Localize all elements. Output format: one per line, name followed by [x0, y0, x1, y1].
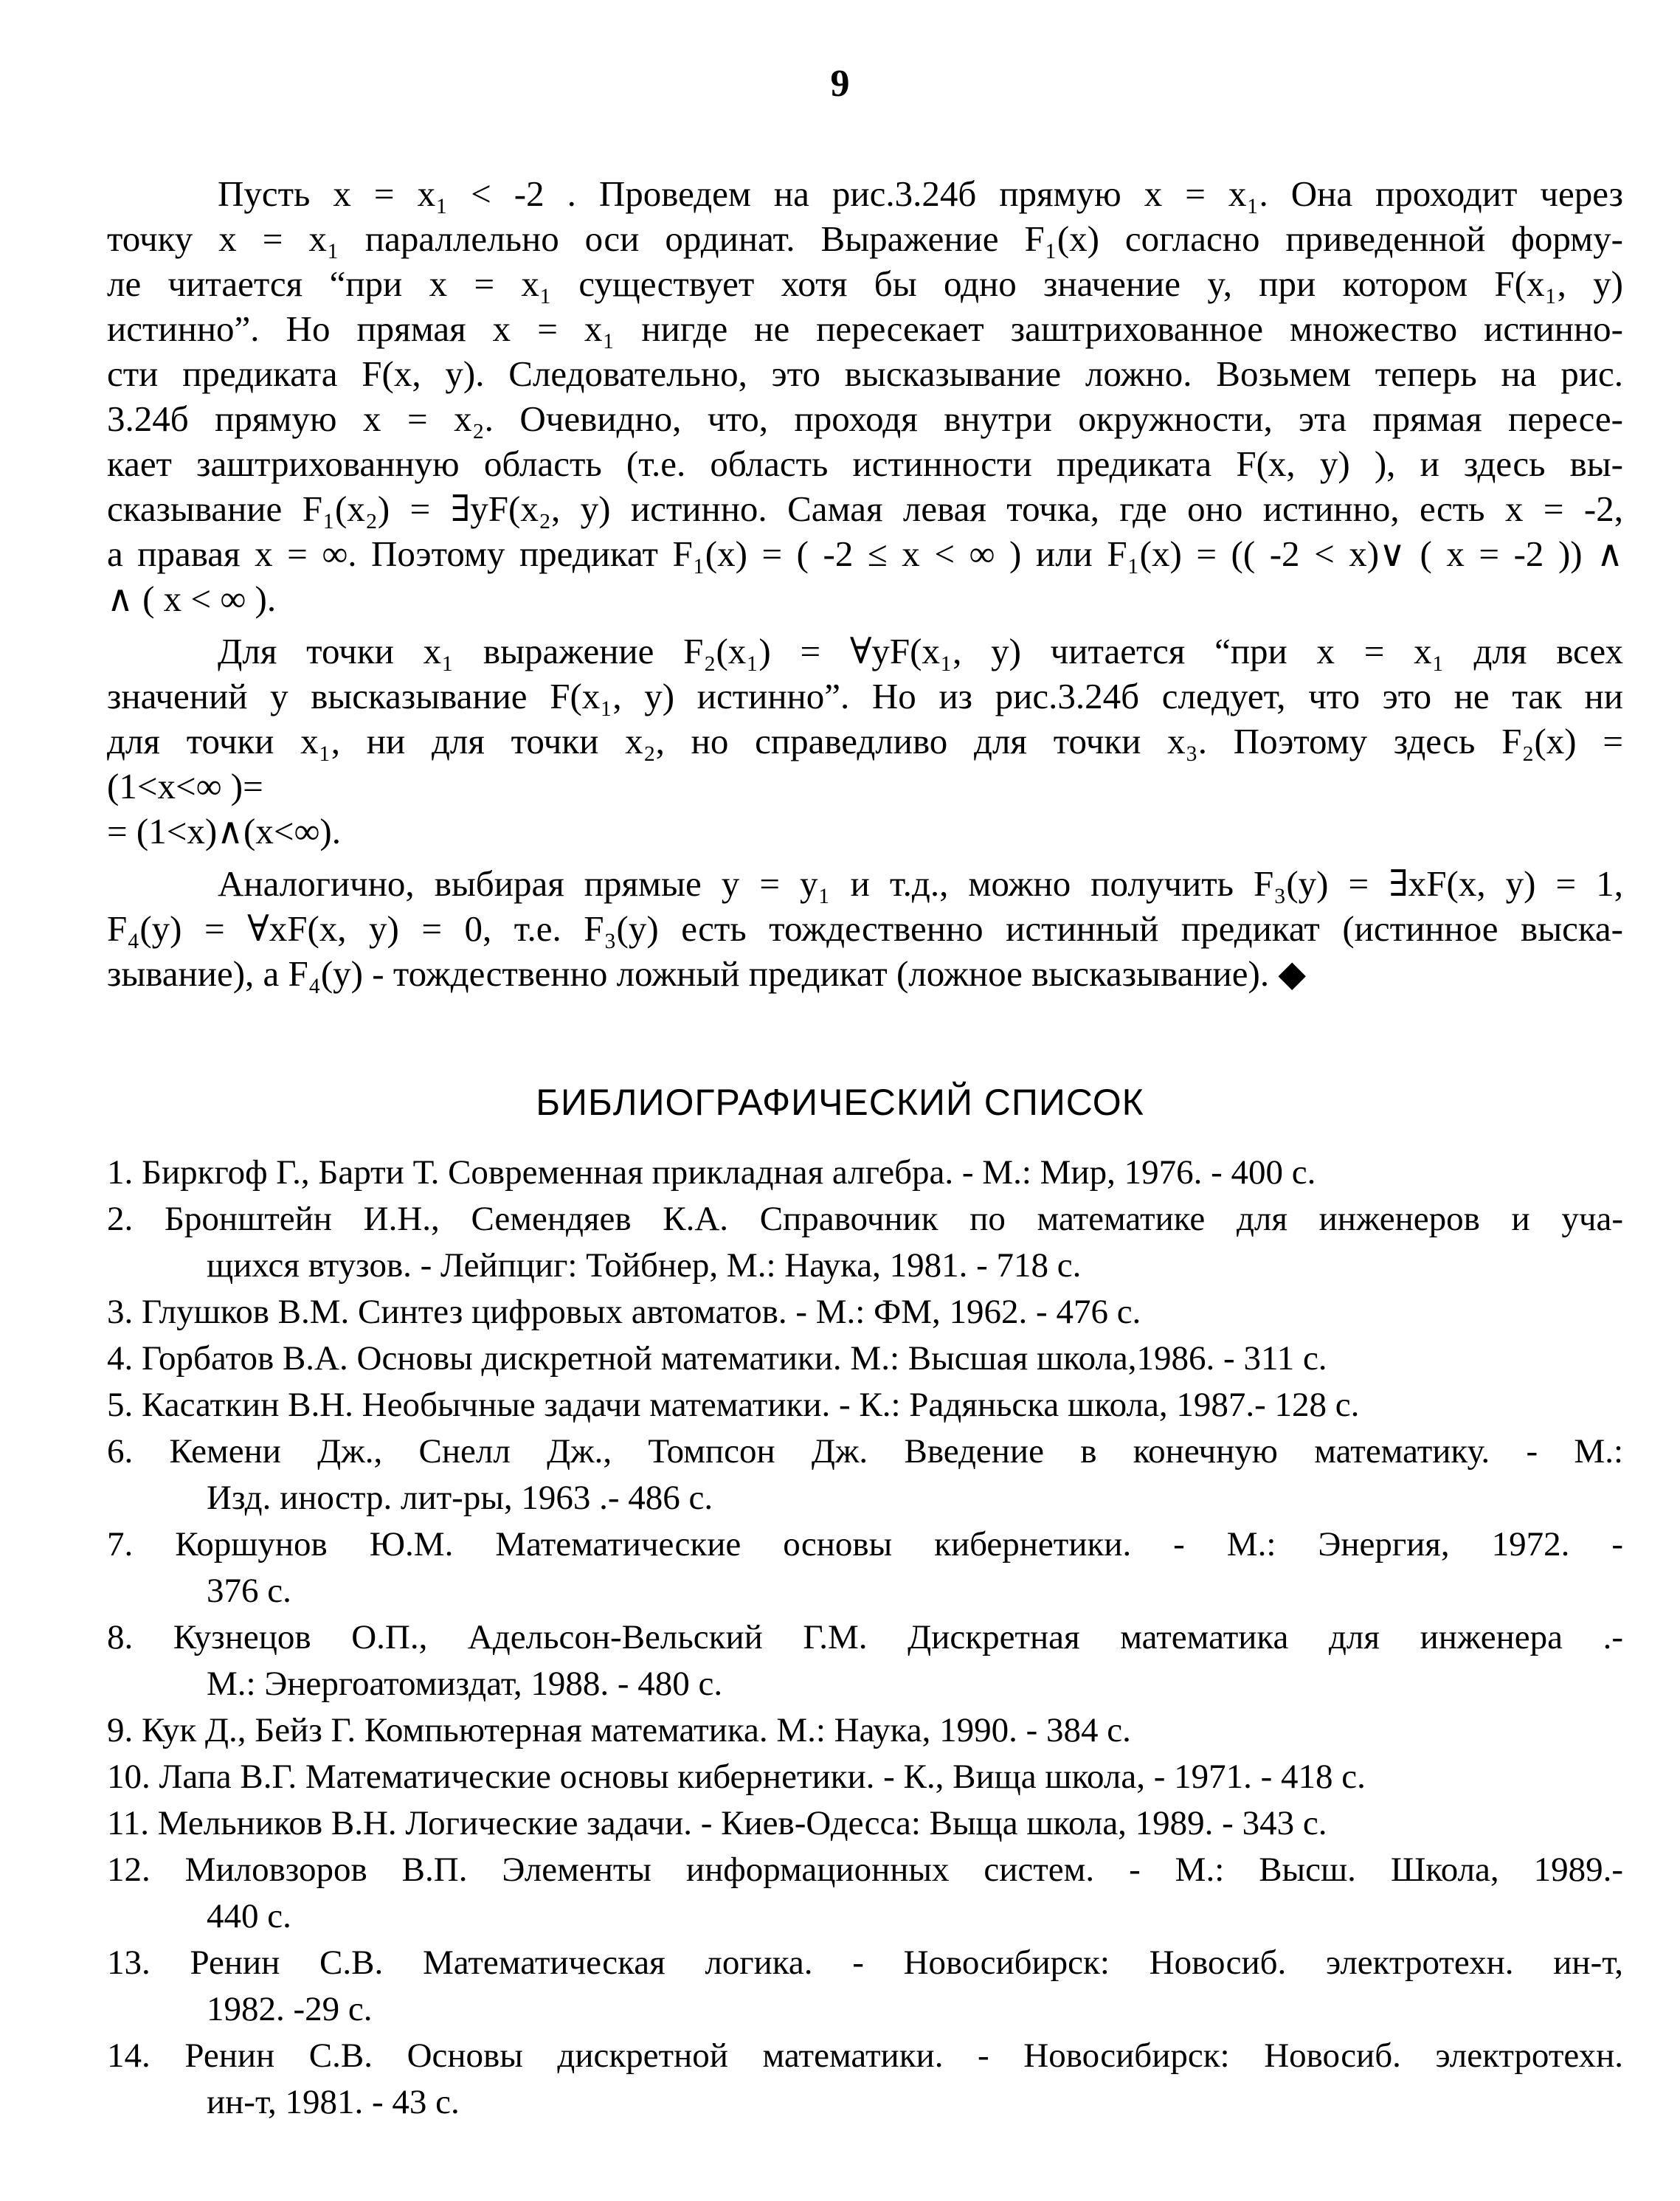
- text-line: 3.24б прямую x = x₂. Очевидно, что, проходя внутри окружности, эта прямая пересе-: [107, 398, 1623, 439]
- bibliography-line: ин-т, 1981. - 43 с.: [207, 2083, 460, 2121]
- bibliography-item: [107, 1289, 1623, 1336]
- bibliography-line: М.: Энергоатомиздат, 1988. - 480 с.: [207, 1665, 723, 1703]
- bibliography-heading: БИБЛИОГРАФИЧЕСКИЙ СПИСОК: [536, 1082, 1144, 1123]
- bibliography-line: 14. Ренин С.В. Основы дискретной математики. - Новосибирск: Новосиб. электротехн.: [107, 2036, 1623, 2075]
- bibliography-item: [107, 1614, 1623, 1707]
- text-line: сти предиката F(x, y). Следовательно, это высказывание ложно. Возьмем теперь на рис.: [107, 353, 1623, 394]
- text-line: зывание), а F₄(y) - тождественно ложный предикат (ложное высказывание). ◆: [107, 953, 1307, 994]
- bibliography-line: 1. Биркгоф Г., Барти Т. Современная прикладная алгебра. - М.: Мир, 1976. - 400 с.: [107, 1153, 1316, 1192]
- text-line: = (1<x)∧(x<∞).: [107, 811, 341, 851]
- paragraph-1: [107, 171, 1623, 621]
- bibliography-line: 2. Бронштейн И.Н., Семендяев К.А. Справочник по математике для инженеров и уча-: [107, 1200, 1623, 1238]
- text-line: точку x = x₁ параллельно оси ординат. Выражение F₁(x) согласно приведенной форму-: [107, 218, 1623, 259]
- bibliography-line: 3. Глушков В.М. Синтез цифровых автоматов. - М.: ФМ, 1962. - 476 с.: [107, 1293, 1141, 1331]
- bibliography-item: [107, 1196, 1623, 1289]
- text-line: F₄(y) = ∀xF(x, y) = 0, т.е. F₃(y) есть тождественно истинный предикат (истинное выска-: [107, 908, 1623, 949]
- paragraph-2: [107, 629, 1623, 854]
- text-line: значений y высказывание F(x₁, y) истинно”. Но из рис.3.24б следует, что это не так ни: [107, 676, 1623, 716]
- bibliography-item: [107, 1800, 1623, 1847]
- text-line: Аналогично, выбирая прямые y = y₁ и т.д., можно получить F₃(y) = ∃xF(x, y) = 1,: [218, 863, 1623, 904]
- bibliography-item: [107, 1847, 1623, 1940]
- page-number: 9: [830, 63, 850, 105]
- bibliography-list: [107, 1150, 1623, 2126]
- text-line: (1<x<∞ )=: [107, 766, 263, 806]
- bibliography-line: 4. Горбатов В.А. Основы дискретной математики. М.: Высшая школа,1986. - 311 с.: [107, 1339, 1327, 1378]
- bibliography-item: [107, 2033, 1623, 2126]
- bibliography-item: [107, 1382, 1623, 1428]
- bibliography-item: [107, 1428, 1623, 1521]
- bibliography-item: [107, 1940, 1623, 2033]
- bibliography-line: 7. Коршунов Ю.М. Математические основы кибернетики. - М.: Энергия, 1972. -: [107, 1525, 1623, 1563]
- bibliography-item: [107, 1707, 1623, 1754]
- bibliography-line: 6. Кемени Дж., Снелл Дж., Томпсон Дж. Введение в конечную математику. - М.:: [107, 1432, 1623, 1471]
- text-line: истинно”. Но прямая x = x₁ нигде не пересекает заштрихованное множество истинно-: [107, 308, 1623, 349]
- bibliography-line: 11. Мельников В.Н. Логические задачи. - Киев-Одесса: Выща школа, 1989. - 343 с.: [107, 1804, 1327, 1842]
- bibliography-line: 440 с.: [207, 1897, 291, 1935]
- bibliography-line: 376 с.: [207, 1572, 291, 1610]
- text-line: для точки x₁, ни для точки x₂, но справедливо для точки x₃. Поэтому здесь F₂(x) =: [107, 721, 1623, 761]
- main-text: [107, 171, 1623, 996]
- text-line: ∧ ( x < ∞ ).: [107, 578, 277, 619]
- bibliography-line: 13. Ренин С.В. Математическая логика. - Новосибирск: Новосиб. электротехн. ин-т,: [107, 1943, 1623, 1982]
- bibliography-item: [107, 1150, 1623, 1196]
- text-line: Пусть x = x₁ < -2 . Проведем на рис.3.24б прямую x = x₁. Она проходит через: [218, 173, 1623, 214]
- bibliography-line: щихся втузов. - Лейпциг: Тойбнер, М.: Наука, 1981. - 718 с.: [207, 1246, 1082, 1285]
- bibliography-line: Изд. иностр. лит-ры, 1963 .- 486 с.: [207, 1479, 713, 1517]
- paragraph-3: [107, 861, 1623, 996]
- text-line: сказывание F₁(x₂) = ∃yF(x₂, y) истинно. Самая левая точка, где оно истинно, есть x = -2,: [107, 488, 1623, 529]
- text-line: кает заштрихованную область (т.е. область истинности предиката F(x, y) ), и здесь вы-: [107, 443, 1623, 484]
- text-line: ле читается “при x = x₁ существует хотя бы одно значение y, при котором F(x₁, y): [107, 263, 1623, 304]
- bibliography-item: [107, 1336, 1623, 1382]
- bibliography-line: 1982. -29 с.: [207, 1990, 373, 2028]
- bibliography-line: 10. Лапа В.Г. Математические основы кибернетики. - К., Вища школа, - 1971. - 418 с.: [107, 1758, 1366, 1796]
- bibliography-line: 8. Кузнецов О.П., Адельсон-Вельский Г.М. Дискретная математика для инженера .-: [107, 1618, 1623, 1656]
- bibliography-line: 5. Касаткин В.Н. Необычные задачи математики. - К.: Радяньска школа, 1987.- 128 с.: [107, 1386, 1360, 1424]
- bibliography-item: [107, 1521, 1623, 1614]
- bibliography-line: 12. Миловзоров В.П. Элементы информационных систем. - М.: Высш. Школа, 1989.-: [107, 1851, 1623, 1889]
- text-line: Для точки x₁ выражение F₂(x₁) = ∀yF(x₁, y) читается “при x = x₁ для всех: [218, 631, 1623, 671]
- bibliography-line: 9. Кук Д., Бейз Г. Компьютерная математика. М.: Наука, 1990. - 384 с.: [107, 1711, 1131, 1749]
- bibliography-item: [107, 1754, 1623, 1800]
- text-line: а правая x = ∞. Поэтому предикат F₁(x) = ( -2 ≤ x < ∞ ) или F₁(x) = (( -2 < x)∨ ( x = -2 )) ∧: [107, 533, 1623, 574]
